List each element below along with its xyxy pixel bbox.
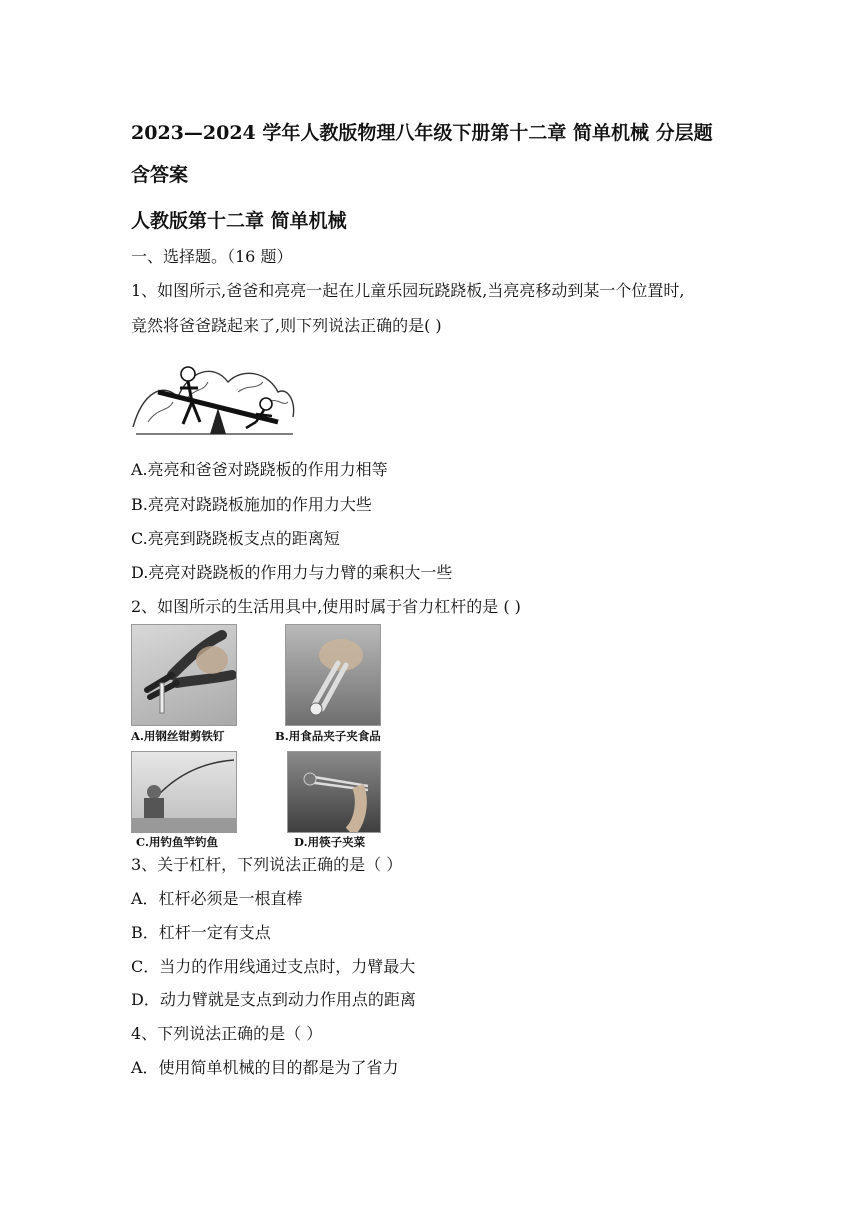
q1-option-c: C.亮亮到跷跷板支点的距离短 [131, 529, 340, 548]
section-heading: 一、选择题。（16 题） [131, 247, 293, 266]
q3-stem: 3、关于杠杆，下列说法正确的是（ ） [131, 855, 403, 874]
caption-c: C.用钓鱼竿钓鱼 [136, 835, 218, 849]
q1-option-d: D.亮亮对跷跷板的作用力与力臂的乘积大一些 [131, 563, 453, 582]
photo-chopsticks [287, 751, 381, 833]
chapter-subtitle: 人教版第十二章 简单机械 [131, 210, 347, 232]
q1-stem-line1: 1、如图所示,爸爸和亮亮一起在儿童乐园玩跷跷板,当亮亮移动到某一个位置时, [131, 281, 685, 300]
q2-stem: 2、如图所示的生活用具中,使用时属于省力杠杆的是 ( ) [131, 597, 521, 616]
q3-option-d: D．动力臂就是支点到动力作用点的距离 [131, 990, 416, 1009]
q4-stem: 4、下列说法正确的是（ ） [131, 1024, 323, 1043]
q1-option-b: B.亮亮对跷跷板施加的作用力大些 [131, 495, 372, 514]
photo-pliers [131, 624, 237, 726]
q3-option-a: A．杠杆必须是一根直棒 [131, 889, 303, 908]
photo-fishing-rod [131, 751, 237, 833]
caption-a: A.用钢丝钳剪铁钉 [131, 729, 225, 743]
photo-food-tongs [285, 624, 381, 726]
document-title-line2: 含答案 [131, 164, 189, 186]
seesaw-illustration [128, 352, 300, 442]
q4-option-a: A．使用简单机械的目的都是为了省力 [131, 1058, 399, 1077]
q3-option-c: C．当力的作用线通过支点时，力臂最大 [131, 957, 416, 976]
caption-d: D.用筷子夹菜 [294, 835, 366, 849]
q1-stem-line2: 竟然将爸爸跷起来了,则下列说法正确的是( ) [131, 316, 442, 335]
q1-option-a: A.亮亮和爸爸对跷跷板的作用力相等 [131, 460, 388, 479]
q3-option-b: B．杠杆一定有支点 [131, 923, 271, 942]
caption-b: B.用食品夹子夹食品 [275, 729, 381, 743]
document-title-line1: 2023—2024 学年人教版物理八年级下册第十二章 简单机械 分层题 [131, 122, 713, 144]
